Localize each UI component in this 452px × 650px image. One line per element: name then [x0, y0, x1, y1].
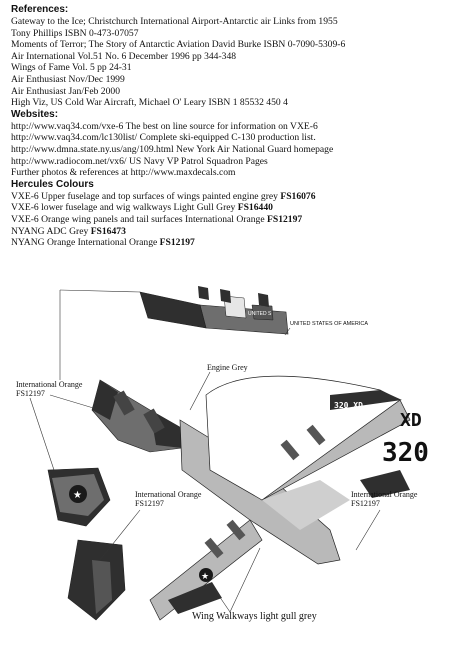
reference-item: Air International Vol.51 No. 6 December 1996 pp 344-348 [11, 50, 237, 62]
fs-code: FS12197 [159, 237, 195, 249]
top-wing-view [140, 286, 288, 334]
orange-mid-label [135, 490, 201, 508]
code-320: 320 [382, 438, 429, 468]
colour-text: NYANG ADC Grey [11, 225, 91, 237]
website-item: http://www.radiocom.net/vx6/ US Navy VP Patrol Squadron Pages [11, 155, 268, 167]
engine-grey-label: Engine Grey [207, 363, 248, 372]
colour-text: NYANG Orange International Orange [11, 237, 160, 249]
hercules-heading: Hercules Colours [11, 178, 94, 190]
colour-text: VXE-6 Orange wing panels and tail surfaces International Orange [11, 213, 268, 225]
star-insignia: ★ [73, 490, 82, 501]
label-line: International Orange [135, 490, 202, 499]
label-line: International Orange [351, 490, 418, 499]
reference-item: Wings of Fame Vol. 5 pp 24-31 [11, 62, 132, 74]
label-line: FS12197 [135, 499, 164, 508]
label-line: FS12197 [351, 499, 380, 508]
code-xd: XD [400, 410, 422, 431]
reference-item: Tony Phillips ISBN 0-473-07057 [11, 27, 139, 39]
label-line: International Orange [16, 380, 83, 389]
label-line: FS12197 [16, 389, 45, 398]
website-item: http://www.vaq34.com/lc130list/ Complete ski-equipped C-130 production list. [11, 132, 316, 144]
walkways-label: Wing Walkways light gull grey [192, 611, 317, 622]
fs-code: FS16473 [90, 225, 126, 237]
reference-item: Air Enthusiast Nov/Dec 1999 [11, 73, 125, 85]
website-item: Further photos & references at http://www.maxdecals.com [11, 167, 236, 179]
orange-left-label [16, 380, 82, 398]
reference-item: Gateway to the Ice; Christchurch International Airport-Antarctic air Links from 1955 [11, 16, 338, 27]
fs-code: FS16440 [237, 202, 273, 214]
reference-item: High Viz, US Cold War Aircraft, Michael O' Leary ISBN 1 85532 450 4 [11, 97, 288, 109]
colour-text: VXE-6 lower fuselage and wig walkways Light Gull Grey [11, 202, 238, 214]
usa-label: UNITED STATES OF AMERICA [290, 321, 369, 327]
reference-item: Moments of Terror; The Story of Antarctic Aviation David Burke ISBN 0-7090-5309-6 [11, 39, 346, 51]
tail-marking: 320 XD [334, 401, 363, 410]
references-heading: References: [11, 4, 69, 15]
website-item: http://www.dmna.state.ny.us/ang/109.html New York Air National Guard homepage [11, 143, 334, 155]
fs-code: FS16076 [280, 190, 316, 202]
colour-text: VXE-6 Upper fuselage and top surfaces of wings painted engine grey [11, 190, 281, 202]
reference-item: Air Enthusiast Jan/Feb 2000 [11, 85, 120, 97]
websites-heading: Websites: [11, 108, 59, 120]
website-item: http://www.vaq34.com/vxe-6 The best on line source for information on VXE-6 [11, 120, 318, 132]
orange-right-label [351, 490, 417, 508]
wing-marking: UNITED S [248, 311, 272, 317]
star-insignia: ★ [201, 572, 210, 582]
fs-code: FS12197 [267, 213, 303, 225]
